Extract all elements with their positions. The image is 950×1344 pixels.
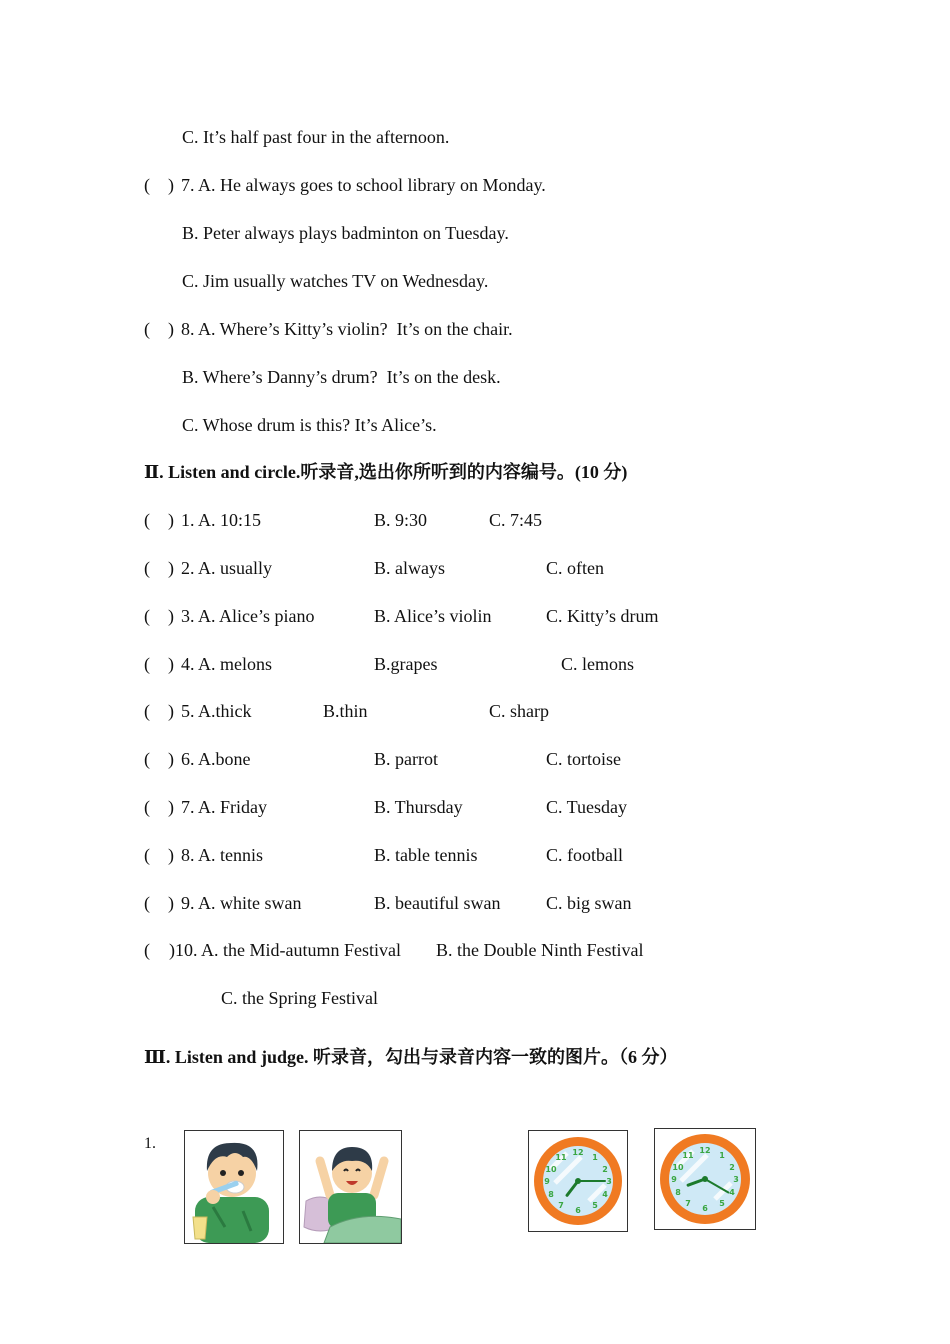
q7-bracket[interactable]: ( ) [144,175,174,195]
svg-text:2: 2 [729,1163,735,1172]
s2-q3-option-b: B. Alice’s violin [374,606,492,626]
svg-text:12: 12 [699,1146,711,1155]
section2-title: Ⅱ. Listen and circle.听录音,选出你所听到的内容编号。(10 分) [144,462,628,482]
s2-q1-bracket[interactable]: ( ) [144,510,174,530]
boy-brushing-teeth-picture[interactable] [184,1130,284,1244]
clock-icon [529,1131,627,1231]
svg-text:6: 6 [575,1206,581,1215]
svg-text:9: 9 [671,1175,677,1184]
s2-q4-bracket[interactable]: ( ) [144,654,174,674]
s2-q2-option-b: B. always [374,558,445,578]
s2-q1-option-c: C. 7:45 [489,510,543,530]
s2-q10-option-b: B. the Double Ninth Festival [436,940,644,960]
q7-option-c: C. Jim usually watches TV on Wednesday. [182,271,489,291]
svg-text:1: 1 [592,1153,598,1162]
s2-q2-option-a: 2. A. usually [181,558,273,578]
s2-q9-option-b: B. beautiful swan [374,893,501,913]
boy-waking-up-image [300,1131,401,1243]
s2-q1-option-a: 1. A. 10:15 [181,510,262,530]
s2-q5-bracket[interactable]: ( ) [144,701,174,721]
s2-q7-option-b: B. Thursday [374,797,463,817]
s2-q6-bracket[interactable]: ( ) [144,749,174,769]
q7-option-a: 7. A. He always goes to school library on Monday. [181,175,546,195]
s2-q1-option-b: B. 9:30 [374,510,428,530]
svg-text:9: 9 [544,1177,550,1186]
svg-text:8: 8 [548,1190,554,1199]
q6-option-c: C. It’s half past four in the afternoon. [182,127,450,147]
s2-q7-bracket[interactable]: ( ) [144,797,174,817]
svg-text:5: 5 [592,1201,598,1210]
svg-text:8: 8 [675,1188,681,1197]
svg-text:10: 10 [672,1163,684,1172]
s2-q5-option-a: 5. A.thick [181,701,252,721]
s2-q3-option-a: 3. A. Alice’s piano [181,606,315,626]
s2-q9-option-c: C. big swan [546,893,632,913]
s2-q3-bracket[interactable]: ( ) [144,606,174,626]
clock-icon [655,1129,755,1229]
s2-q6-option-b: B. parrot [374,749,438,769]
clock-picture-1[interactable] [528,1130,628,1232]
s2-q9-option-a: 9. A. white swan [181,893,302,913]
svg-text:3: 3 [606,1177,612,1186]
s2-q3-option-c: C. Kitty’s drum [546,606,659,626]
s2-q5-option-c: C. sharp [489,701,549,721]
s2-q10-bracket[interactable]: ( [144,940,168,960]
q8-option-a: 8. A. Where’s Kitty’s violin? It’s on the chair. [181,319,513,339]
s2-q4-option-a: 4. A. melons [181,654,273,674]
s2-q2-option-c: C. often [546,558,604,578]
q7-option-b: B. Peter always plays badminton on Tuesday. [182,223,509,243]
svg-text:1: 1 [719,1151,725,1160]
s2-q9-bracket[interactable]: ( ) [144,893,174,913]
svg-text:7: 7 [558,1201,564,1210]
svg-text:5: 5 [719,1199,725,1208]
s2-q8-bracket[interactable]: ( ) [144,845,174,865]
s2-q7-option-c: C. Tuesday [546,797,628,817]
s2-q6-option-c: C. tortoise [546,749,621,769]
boy-brushing-teeth-image [185,1131,283,1243]
s2-q10-option-c: C. the Spring Festival [221,988,378,1008]
s2-q4-option-b: B.grapes [374,654,438,674]
svg-text:11: 11 [682,1151,694,1160]
s3-q1-label: 1. [144,1135,156,1152]
s2-q4-option-c: C. lemons [561,654,635,674]
svg-text:6: 6 [702,1204,708,1213]
svg-text:3: 3 [733,1175,739,1184]
q8-bracket[interactable]: ( ) [144,319,174,339]
q8-option-b: B. Where’s Danny’s drum? It’s on the desk. [182,367,501,387]
s2-q10-option-a: )10. A. the Mid-autumn Festival [169,940,401,960]
s2-q5-option-b: B.thin [323,701,368,721]
s2-q2-bracket[interactable]: ( ) [144,558,174,578]
svg-text:11: 11 [555,1153,567,1162]
section3-title: Ⅲ. Listen and judge. 听录音，勾出与录音内容一致的图片。（6 分） [144,1047,678,1067]
svg-text:4: 4 [602,1190,608,1199]
boy-waking-up-picture[interactable] [299,1130,402,1244]
svg-text:7: 7 [685,1199,691,1208]
q8-option-c: C. Whose drum is this? It’s Alice’s. [182,415,437,435]
svg-text:2: 2 [602,1165,608,1174]
svg-text:10: 10 [545,1165,557,1174]
clock-picture-2[interactable] [654,1128,756,1230]
s2-q8-option-c: C. football [546,845,623,865]
svg-text:4: 4 [729,1188,735,1197]
svg-text:12: 12 [572,1148,584,1157]
s2-q8-option-b: B. table tennis [374,845,478,865]
s2-q8-option-a: 8. A. tennis [181,845,264,865]
s2-q6-option-a: 6. A.bone [181,749,251,769]
s2-q7-option-a: 7. A. Friday [181,797,268,817]
